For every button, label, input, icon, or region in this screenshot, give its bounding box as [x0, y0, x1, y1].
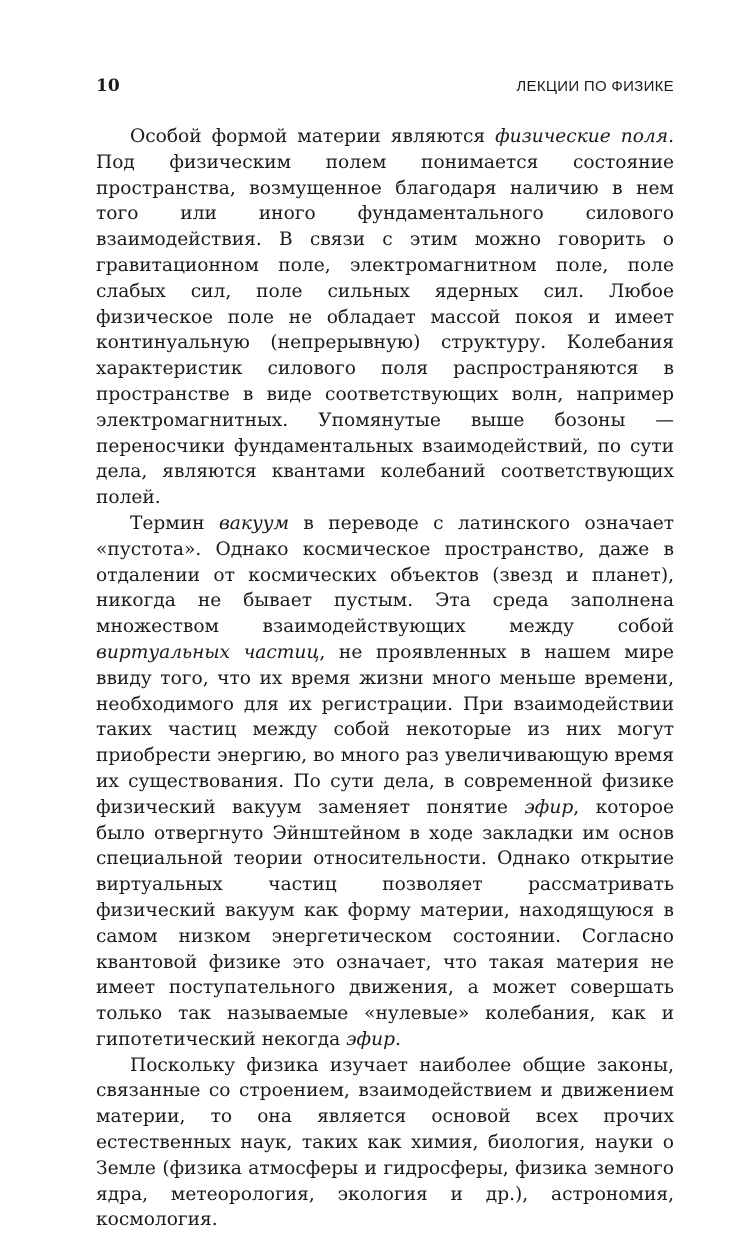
paragraph-vacuum	[96, 511, 674, 1053]
term-ether: эфир	[346, 1028, 395, 1050]
text-run: .	[394, 1028, 401, 1050]
page-header	[96, 76, 674, 96]
running-title: ЛЕКЦИИ ПО ФИЗИКЕ	[516, 78, 674, 95]
text-run: , не проявленных в нашем мире ввиду того, что их время жизни много меньше времени, необходимого для их регистрации. При взаимодействии таких частиц между собой некоторые из них могут приобрести энергию, во много раз увеличивающую время их существования. По сути дела, в современной физике физический вакуум заменяет понятие	[96, 641, 674, 818]
page-number: 10	[96, 76, 120, 96]
text-run: Термин	[130, 512, 219, 534]
text-run: в переводе с латинского означает «пустота». Однако космическое пространство, даже в отдалении от космических объектов (звезд и планет), никогда не бывает пустым. Эта среда заполнена множеством взаимодействующих между собой	[96, 512, 675, 638]
paragraph-physical-fields	[96, 124, 674, 511]
text-run: Особой формой материи являются	[130, 126, 496, 147]
text-run: Поскольку физика изучает наиболее общие законы, связанные со строением, взаимодействием и движением материи, то она является основой всех прочих естественных наук, таких как химия, биология, науки о Земле (физика атмосферы и гидросферы, физика земного ядра, метеорология, экология и др.), астрономия, космология.	[96, 1054, 674, 1231]
term-physical-fields: физические поля	[495, 126, 669, 147]
text-run: . Под физическим полем понимается состояние пространства, возмущенное благодаря наличию в нем того или иного фундаментального силового взаимодействия. В связи с этим можно говорить о гравитационном поле, электромагнитном поле, поле слабых сил, поле сильных ядерных сил. Любое физическое поле не обладает массой покоя и имеет континуальную (непрерывную) структуру. Колебания характеристик силового поля распространяются в пространстве в виде соответствующих волн, например электромагнитных. Упомянутые выше бозоны — переносчики фундаментальных взаимодействий, по сути дела, являются квантами колебаний соответствующих полей.	[96, 126, 674, 509]
text-run: , которое было отвергнуто Эйнштейном в ходе закладки им основ специальной теории относительности. Однако открытие виртуальных частиц позволяет рассматривать физический вакуум как форму материи, находящуюся в самом низком энергетическом состоянии. Согласно квантовой физике это означает, что такая материя не имеет поступательного движения, а может совершать только так называемые «нулевые» колебания, как и гипотетический некогда	[96, 796, 674, 1050]
paragraph-physics-basis	[96, 1053, 674, 1233]
body-text	[96, 124, 674, 1233]
term-ether: эфир	[524, 796, 574, 818]
term-virtual-particles: виртуальных частиц	[96, 641, 320, 663]
term-vacuum: вакуум	[218, 512, 289, 534]
